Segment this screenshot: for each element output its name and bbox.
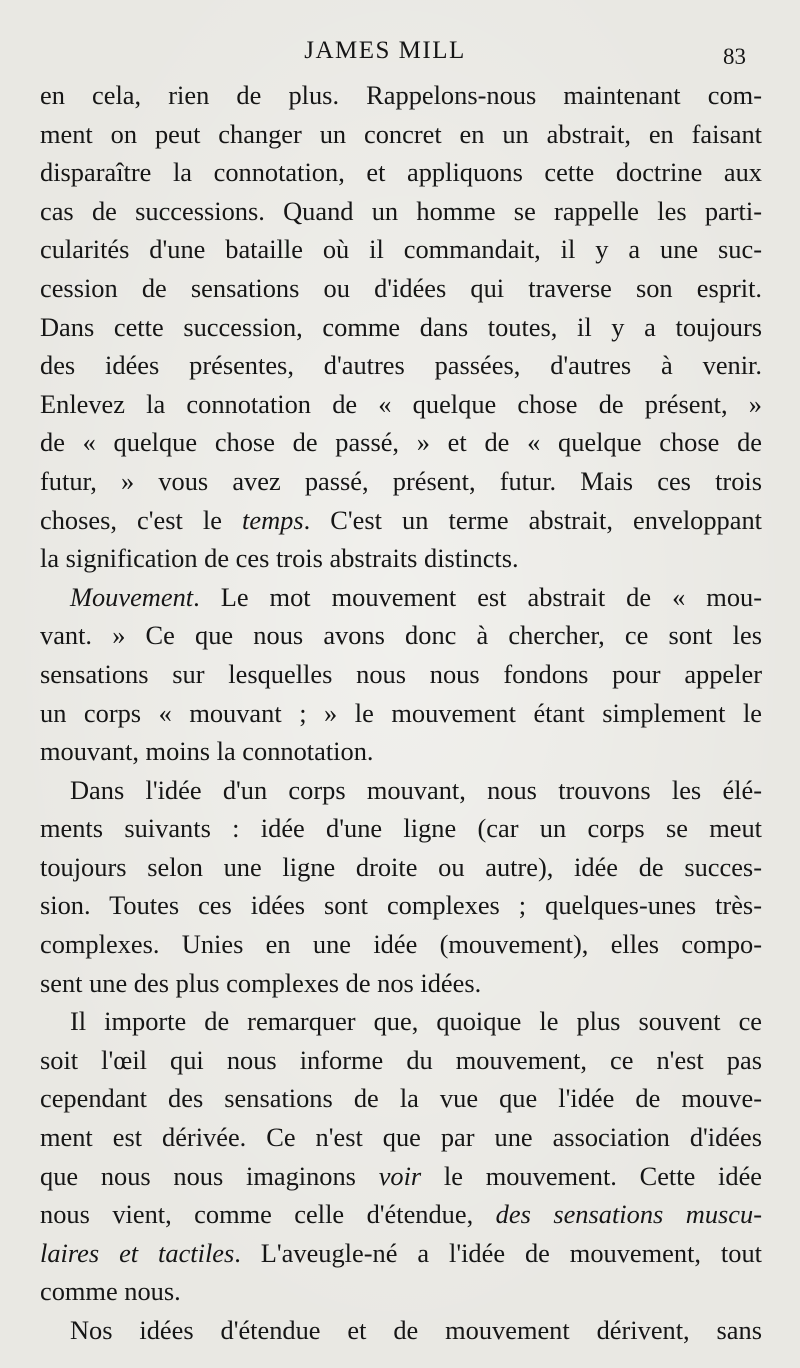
italic-term: voir xyxy=(378,1160,422,1191)
text-line: toujours selon une ligne droite ou autre), idée de succes- xyxy=(40,851,762,882)
text-line: cularités d'une bataille où il commandait, il y a une suc- xyxy=(40,234,762,265)
text-line xyxy=(40,1234,762,1273)
italic-term: Mouvement xyxy=(70,581,194,612)
text-line: sion. Toutes ces idées sont complexes ; quelques-unes très- xyxy=(40,890,762,921)
text-line: la signification de ces trois abstraits distincts. xyxy=(40,543,519,574)
text-line: futur, » vous avez passé, présent, futur. Mais ces trois xyxy=(40,465,762,496)
text-line: sensations sur lesquelles nous nous fondons pour appeler xyxy=(40,658,762,689)
text-line: Dans l'idée d'un corps mouvant, nous trouvons les élé- xyxy=(70,774,762,805)
running-title: JAMES MILL xyxy=(304,37,466,64)
text-segment: nous vient, comme celle d'étendue, xyxy=(40,1199,496,1230)
text-line: ment on peut changer un concret en un abstrait, en faisant xyxy=(40,118,762,149)
text-segment: le mouvement. Cette idée xyxy=(421,1160,762,1191)
text-line: Nos idées d'étendue et de mouvement dérivent, sans xyxy=(70,1315,762,1345)
text-line: disparaître la connotation, et appliquons cette doctrine aux xyxy=(40,157,762,188)
page-number: 83 xyxy=(723,44,746,69)
text-line: cas de successions. Quand un homme se rappelle les parti- xyxy=(40,195,762,226)
text-line: complexes. Unies en une idée (mouvement), elles compo- xyxy=(40,929,762,960)
italic-term: temps xyxy=(242,504,304,535)
page-header xyxy=(0,34,800,70)
text-line: ment est dérivée. Ce n'est que par une association d'idées xyxy=(40,1122,762,1153)
text-line: cession de sensations ou d'idées qui traverse son esprit. xyxy=(40,272,762,303)
body-text xyxy=(40,76,762,1350)
text-line: sent une des plus complexes de nos idées. xyxy=(40,967,482,998)
text-line xyxy=(40,578,762,617)
text-line: Dans cette succession, comme dans toutes, il y a toujours xyxy=(40,311,762,342)
text-line: comme nous. xyxy=(40,1276,181,1307)
italic-term: laires et tactiles xyxy=(40,1237,235,1268)
text-line: Enlevez la connotation de « quelque chose de présent, » xyxy=(40,388,762,419)
text-line: ments suivants : idée d'une ligne (car un corps se meut xyxy=(40,813,762,844)
text-line: de « quelque chose de passé, » et de « quelque chose de xyxy=(40,427,762,458)
text-line: vant. » Ce que nous avons donc à chercher, ce sont les xyxy=(40,620,762,651)
text-line: mouvant, moins la connotation. xyxy=(40,736,374,767)
text-line: des idées présentes, d'autres passées, d'autres à venir. xyxy=(40,350,762,381)
text-line: un corps « mouvant ; » le mouvement étant simplement le xyxy=(40,697,762,728)
italic-term: des sensations muscu- xyxy=(495,1199,762,1230)
text-segment: . Le mot mouvement est abstrait de « mou- xyxy=(193,581,762,612)
text-line xyxy=(40,1157,762,1196)
text-segment: choses, c'est le xyxy=(40,504,243,535)
text-line xyxy=(40,1195,762,1234)
text-segment: . C'est un terme abstrait, enveloppant xyxy=(303,504,762,535)
text-line xyxy=(40,501,762,540)
text-line: soit l'œil qui nous informe du mouvement, ce n'est pas xyxy=(40,1044,762,1075)
text-line: en cela, rien de plus. Rappelons-nous maintenant com- xyxy=(40,80,762,110)
text-line: cependant des sensations de la vue que l'idée de mouve- xyxy=(40,1083,762,1114)
text-segment: que nous nous imaginons xyxy=(40,1160,379,1191)
text-line: Il importe de remarquer que, quoique le plus souvent ce xyxy=(70,1006,762,1037)
text-segment: . L'aveugle-né a l'idée de mouvement, tout xyxy=(234,1237,762,1268)
